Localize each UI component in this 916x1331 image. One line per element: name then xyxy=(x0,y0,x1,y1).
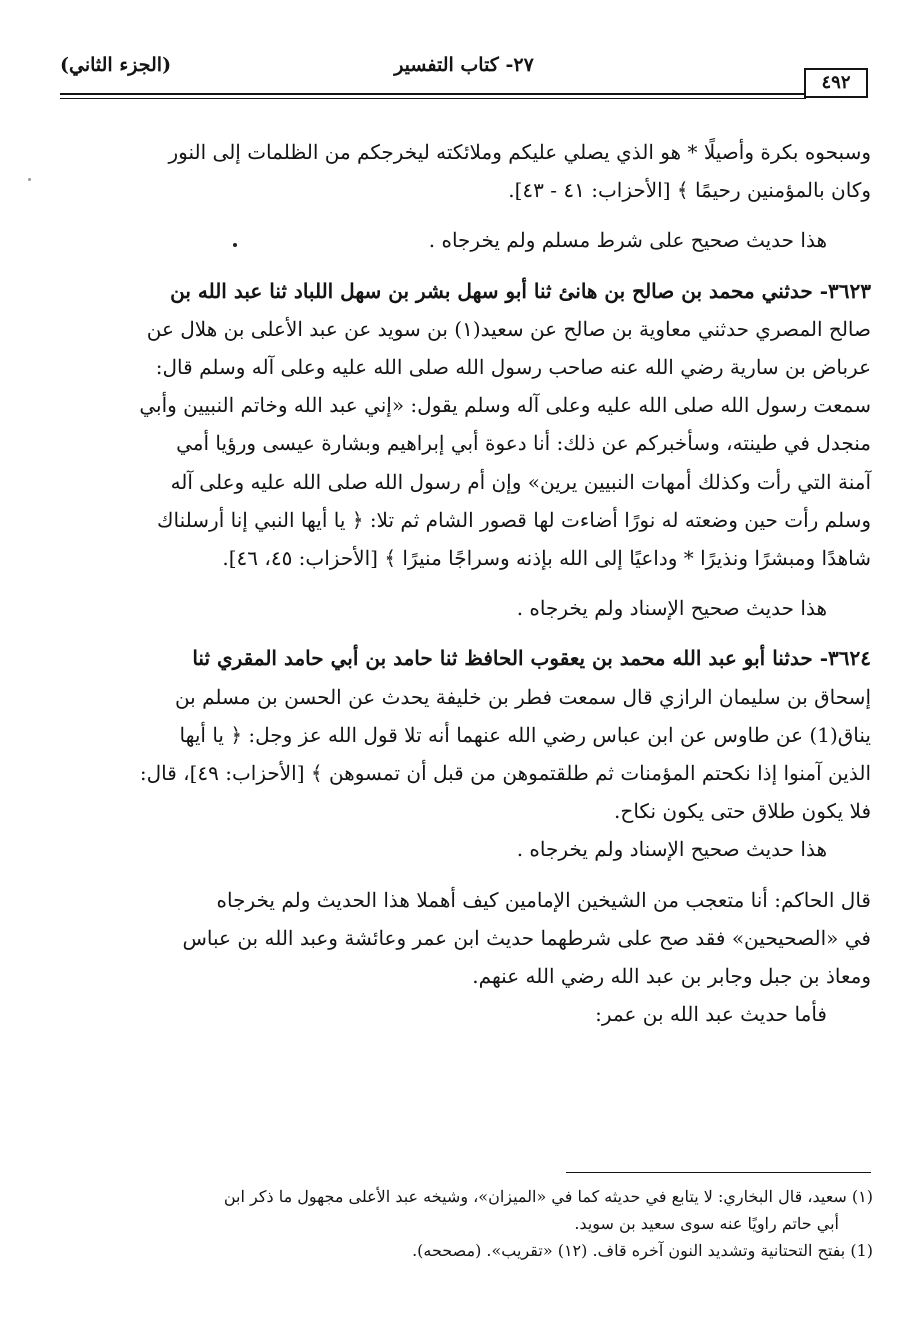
text-line: عرباض بن سارية رضي الله عنه صاحب رسول الله صلى الله عليه وعلى آله وسلم قال: xyxy=(155,355,871,380)
hadith-3624 xyxy=(68,639,871,830)
volume-part-label: (الجزء الثاني) xyxy=(60,54,172,76)
text-line: الذين آمنوا إذا نكحتم المؤمنات ثم طلقتموهن من قبل أن تمسوهن ﴾ [الأحزاب: ٤٩]، قال: xyxy=(139,761,871,786)
text-line: شاهدًا ومبشرًا ونذيرًا * وداعيًا إلى الله بإذنه وسراجًا منيرًا ﴾ [الأحزاب: ٤٥، ٤٦]. xyxy=(222,546,871,571)
text-line: يناق(1) عن طاوس عن ابن عباس رضي الله عنهما أنه تلا قول الله عز وجل: ﴿ يا أيها xyxy=(179,722,871,747)
grading-remark xyxy=(68,589,871,627)
text-line: وسلم رأت حين وضعته له نورًا أضاءت لها قصور الشام ثم تلا: ﴿ يا أيها النبي إنا أرسلناك xyxy=(157,507,871,532)
verse-continuation xyxy=(68,133,871,209)
scan-speck xyxy=(233,243,237,247)
text-line: إسحاق بن سليمان الرازي قال سمعت فطر بن خليفة يحدث عن الحسن بن مسلم بن xyxy=(174,684,871,709)
text-line: منجدل في طينته، وسأخبركم عن ذلك: أنا دعوة أبي إبراهيم وبشارة عيسى ورؤيا أمي xyxy=(176,431,871,456)
footnotes xyxy=(68,1183,873,1264)
footnote-separator xyxy=(566,1172,871,1173)
text-line: هذا حديث صحيح على شرط مسلم ولم يخرجاه . xyxy=(428,228,827,253)
text-line: وكان بالمؤمنين رحيمًا ﴾ [الأحزاب: ٤١ - ٤٣]. xyxy=(508,178,871,203)
text-line: في «الصحيحين» فقد صح على شرطهما حديث ابن عمر وعائشة وعبد الله بن عباس xyxy=(182,925,871,950)
footnote xyxy=(68,1183,873,1237)
text-line: هذا حديث صحيح الإسناد ولم يخرجاه . xyxy=(516,596,827,621)
text-line: وسبحوه بكرة وأصيلًا * هو الذي يصلي عليكم وملائكته ليخرجكم من الظلمات إلى النور xyxy=(168,140,871,164)
section-lead xyxy=(68,995,871,1033)
main-text xyxy=(68,133,871,1033)
chapter-title: ٢٧- كتاب التفسير xyxy=(394,54,534,76)
page-number-box: ٤٩٢ xyxy=(804,68,868,98)
hadith-3623 xyxy=(68,272,871,578)
footnote-line: (١) سعيد، قال البخاري: لا يتابع في حديثه كما في «الميزان»، وشيخه عبد الأعلى مجهول ما ذكر ابن xyxy=(223,1187,873,1206)
hakim-comment xyxy=(68,881,871,996)
text-line: ٣٦٢٤- حدثنا أبو عبد الله محمد بن يعقوب الحافظ ثنا حامد بن أبي حامد المقري ثنا xyxy=(192,646,871,671)
text-line: فأما حديث عبد الله بن عمر: xyxy=(595,1002,827,1027)
scan-speck xyxy=(28,178,31,181)
header-rule xyxy=(60,93,806,95)
text-line: فلا يكون طلاق حتى يكون نكاح. xyxy=(614,799,871,824)
footnote-line: (1) بفتح التحتانية وتشديد النون آخره قاف. (١٢) «تقريب». (مصححه). xyxy=(412,1241,873,1260)
text-line: صالح المصري حدثني معاوية بن صالح عن سعيد(١) بن سويد عن عبد الأعلى بن هلال عن xyxy=(146,316,871,341)
text-line: سمعت رسول الله صلى الله عليه وعلى آله وسلم يقول: «إني عبد الله وخاتم النبيين وأبي xyxy=(139,393,871,418)
text-line: آمنة التي رأت وكذلك أمهات النبيين يرين» وإن أم رسول الله صلى الله عليه وعلى آله xyxy=(170,469,871,494)
text-line: ومعاذ بن جبل وجابر بن عبد الله رضي الله عنهم. xyxy=(472,964,871,989)
footnote-line: أبي حاتم راويًا عنه سوى سعيد بن سويد. xyxy=(574,1214,839,1233)
grading-remark xyxy=(68,830,871,868)
text-line: قال الحاكم: أنا متعجب من الشيخين الإمامين كيف أهملا هذا الحديث ولم يخرجاه xyxy=(216,887,871,912)
header-rule-thin xyxy=(60,98,806,99)
text-line: هذا حديث صحيح الإسناد ولم يخرجاه . xyxy=(516,837,827,862)
grading-remark xyxy=(68,221,871,259)
running-header xyxy=(60,50,868,92)
footnote xyxy=(68,1237,873,1264)
text-line: ٣٦٢٣- حدثني محمد بن صالح بن هانئ ثنا أبو سهل بشر بن سهل اللباد ثنا عبد الله بن xyxy=(170,278,871,303)
